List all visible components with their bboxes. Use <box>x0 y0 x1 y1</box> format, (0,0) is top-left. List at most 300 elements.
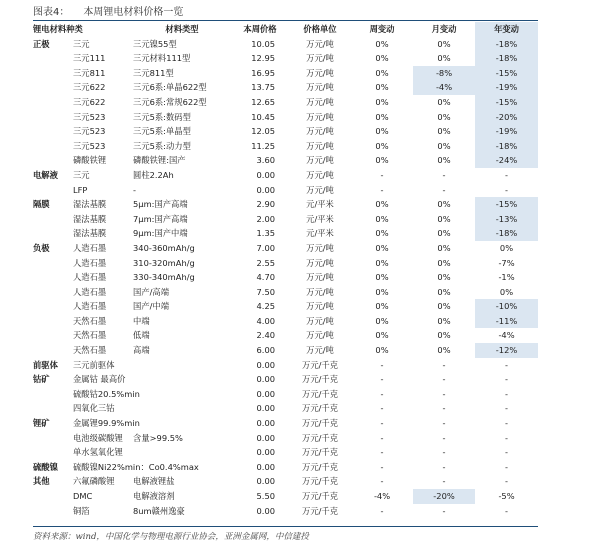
col-header-month: 月变动 <box>431 24 457 34</box>
unit-cell: 万元/吨 <box>306 140 334 151</box>
table-row <box>33 343 538 358</box>
unit-cell: 元/平米 <box>306 199 334 210</box>
table-row <box>33 241 538 256</box>
material-type-cell: 国产/高端 <box>133 286 169 297</box>
unit-cell: 万元/吨 <box>306 169 334 180</box>
month-change-cell: - <box>442 476 446 487</box>
material-type-cell: 310-320mAh/g <box>133 257 195 268</box>
category-cell: 正极 <box>33 38 50 49</box>
material-type-cell: 国产/中端 <box>133 301 169 312</box>
table-row <box>33 445 538 460</box>
week-change-cell: 0% <box>375 242 389 253</box>
table-row <box>33 95 538 110</box>
week-change-cell: -4% <box>373 491 391 501</box>
week-change-cell: 0% <box>375 301 389 312</box>
material-name-cell: 三元 <box>73 169 90 180</box>
category-cell: 电解液 <box>33 169 58 180</box>
price-cell: 11.25 <box>251 140 276 151</box>
material-name-cell: 硫酸钴20.5%min <box>73 388 140 399</box>
table-row <box>33 474 538 489</box>
year-change-cell: -15% <box>475 197 538 212</box>
unit-cell: 元/平米 <box>306 228 334 239</box>
category-cell <box>33 256 71 271</box>
material-name-cell: 六氟磷酸锂 <box>73 476 115 487</box>
month-change-cell: 0% <box>437 272 451 283</box>
table-row <box>33 110 538 125</box>
table-row <box>33 124 538 139</box>
table-row <box>33 416 538 431</box>
week-change-cell: 0% <box>375 82 389 93</box>
year-change-cell: - <box>505 461 509 472</box>
year-change-cell: -19% <box>475 124 538 139</box>
month-change-cell: -20% <box>413 489 475 504</box>
material-name-cell: 三元622 <box>73 96 106 107</box>
week-change-cell: 0% <box>375 213 389 224</box>
material-name-cell: DMC <box>73 491 93 501</box>
price-cell: 0.00 <box>256 184 276 195</box>
price-cell: 10.05 <box>251 38 276 49</box>
category-cell <box>33 445 71 460</box>
category-cell <box>33 314 71 329</box>
category-cell: 锂矿 <box>33 418 50 429</box>
material-type-cell: 340-360mAh/g <box>133 242 195 253</box>
price-cell: 2.40 <box>256 330 276 341</box>
unit-cell: 万元/千克 <box>302 461 338 472</box>
price-cell: 3.60 <box>256 155 276 166</box>
material-type-cell: 磷酸铁锂:国产 <box>133 155 186 166</box>
week-change-cell: 0% <box>375 111 389 122</box>
material-type-cell: 三元6系:单晶622型 <box>133 82 207 93</box>
month-change-cell: -4% <box>413 80 475 95</box>
month-change-cell: 0% <box>437 286 451 297</box>
price-cell: 2.00 <box>256 213 276 224</box>
unit-cell: 万元/千克 <box>302 403 338 414</box>
material-name-cell: 单水氢氧化锂 <box>73 447 123 458</box>
week-change-cell: - <box>380 432 384 443</box>
month-change-cell: - <box>442 447 446 458</box>
month-change-cell: - <box>442 505 446 516</box>
category-cell <box>33 328 71 343</box>
category-cell <box>33 431 71 446</box>
unit-cell: 万元/吨 <box>306 82 334 93</box>
table-row <box>33 431 538 446</box>
week-change-cell: - <box>380 184 384 195</box>
price-cell: 0.00 <box>256 432 276 443</box>
year-change-cell: -7% <box>498 257 515 268</box>
material-name-cell: 三元523 <box>73 140 106 151</box>
table-row <box>33 285 538 300</box>
category-cell <box>33 226 71 241</box>
material-type-cell: 9μm:国产中端 <box>133 228 188 239</box>
table-row <box>33 256 538 271</box>
week-change-cell: 0% <box>375 140 389 151</box>
week-change-cell: 0% <box>375 155 389 166</box>
material-type-cell: 三元镍55型 <box>133 38 177 49</box>
table-row <box>33 139 538 154</box>
category-cell <box>33 95 71 110</box>
unit-cell: 万元/吨 <box>306 242 334 253</box>
col-header-type: 材料类型 <box>165 24 199 34</box>
material-name-cell: 三元前驱体 <box>73 359 115 370</box>
unit-cell: 万元/吨 <box>306 126 334 137</box>
material-name-cell: 人造石墨 <box>73 257 107 268</box>
material-type-cell: 三元811型 <box>133 67 174 78</box>
week-change-cell: 0% <box>375 315 389 326</box>
price-cell: 2.90 <box>256 199 276 210</box>
month-change-cell: 0% <box>437 96 451 107</box>
unit-cell: 元/平米 <box>306 213 334 224</box>
material-name-cell: 人造石墨 <box>73 272 107 283</box>
unit-cell: 万元/吨 <box>306 286 334 297</box>
week-change-cell: - <box>380 403 384 414</box>
material-name-cell: 湿法基膜 <box>73 213 107 224</box>
material-name-cell: 湿法基膜 <box>73 199 107 210</box>
price-cell: 12.65 <box>251 96 276 107</box>
month-change-cell: 0% <box>437 155 451 166</box>
price-cell: 0.00 <box>256 505 276 516</box>
table-row <box>33 183 538 198</box>
material-type-cell: 7μm:国产高端 <box>133 213 188 224</box>
unit-cell: 万元/吨 <box>306 345 334 356</box>
unit-cell: 万元/吨 <box>306 38 334 49</box>
price-cell: 0.00 <box>256 374 276 385</box>
week-change-cell: - <box>380 447 384 458</box>
col-header-price: 本周价格 <box>243 24 277 34</box>
week-change-cell: 0% <box>375 126 389 137</box>
material-type-cell: 高端 <box>133 345 150 356</box>
week-change-cell: 0% <box>375 96 389 107</box>
month-change-cell: - <box>442 184 446 195</box>
table-row <box>33 372 538 387</box>
month-change-cell: - <box>442 359 446 370</box>
price-cell: 0.00 <box>256 403 276 414</box>
month-change-cell: 0% <box>437 301 451 312</box>
month-change-cell: - <box>442 403 446 414</box>
category-cell: 前驱体 <box>33 359 58 370</box>
material-name-cell: 铜箔 <box>73 505 90 516</box>
year-change-cell: - <box>505 388 509 399</box>
year-change-cell: -4% <box>498 330 515 341</box>
month-change-cell: - <box>442 418 446 429</box>
unit-cell: 万元/千克 <box>302 418 338 429</box>
category-cell <box>33 504 71 519</box>
week-change-cell: - <box>380 461 384 472</box>
year-change-cell: -18% <box>475 37 538 52</box>
week-change-cell: - <box>380 476 384 487</box>
week-change-cell: 0% <box>375 257 389 268</box>
year-change-cell: - <box>505 403 509 414</box>
category-cell <box>33 285 71 300</box>
material-name-cell: 人造石墨 <box>73 242 107 253</box>
unit-cell: 万元/吨 <box>306 330 334 341</box>
week-change-cell: 0% <box>375 53 389 64</box>
material-name-cell: 金属钴 最高价 <box>73 374 126 385</box>
price-cell: 5.50 <box>256 491 276 501</box>
month-change-cell: - <box>442 374 446 385</box>
week-change-cell: - <box>380 418 384 429</box>
price-cell: 0.00 <box>256 447 276 458</box>
category-cell <box>33 299 71 314</box>
price-cell: 12.95 <box>251 53 276 64</box>
year-change-cell: -12% <box>475 343 538 358</box>
month-change-cell: 0% <box>437 228 451 239</box>
price-cell: 16.95 <box>251 67 276 78</box>
material-type-cell: 330-340mAh/g <box>133 272 195 283</box>
unit-cell: 万元/吨 <box>306 96 334 107</box>
figure-number: 图表4： <box>33 7 70 18</box>
table-row <box>33 212 538 227</box>
year-change-cell: -18% <box>475 139 538 154</box>
material-name-cell: 天然石墨 <box>73 315 107 326</box>
unit-cell: 万元/千克 <box>302 491 338 501</box>
price-cell: 0.00 <box>256 418 276 429</box>
material-type-cell: - <box>133 184 137 195</box>
material-name-cell: 湿法基膜 <box>73 228 107 239</box>
category-cell <box>33 139 71 154</box>
month-change-cell: 0% <box>437 330 451 341</box>
material-name-cell: 三元 <box>73 38 90 49</box>
unit-cell: 万元/吨 <box>306 315 334 326</box>
unit-cell: 万元/吨 <box>306 257 334 268</box>
material-type-cell: 三元5系:动力型 <box>133 140 191 151</box>
material-name-cell: 人造石墨 <box>73 286 107 297</box>
month-change-cell: 0% <box>437 242 451 253</box>
table-row <box>33 314 538 329</box>
price-cell: 0.00 <box>256 476 276 487</box>
col-header-week: 周变动 <box>369 24 395 34</box>
category-cell <box>33 51 71 66</box>
material-type-cell: 电解液锂盐 <box>133 476 175 487</box>
col-header-year: 年变动 <box>475 22 538 37</box>
week-change-cell: 0% <box>375 286 389 297</box>
bottom-rule <box>33 526 538 527</box>
material-name-cell: 天然石墨 <box>73 330 107 341</box>
unit-cell: 万元/吨 <box>306 184 334 195</box>
month-change-cell: - <box>442 432 446 443</box>
category-cell <box>33 270 71 285</box>
month-change-cell: 0% <box>437 257 451 268</box>
year-change-cell: -10% <box>475 299 538 314</box>
material-name-cell: 天然石墨 <box>73 345 107 356</box>
col-header-unit: 价格单位 <box>303 24 337 34</box>
material-name-cell: 四氧化三钴 <box>73 403 115 414</box>
unit-cell: 万元/千克 <box>302 447 338 458</box>
week-change-cell: 0% <box>375 67 389 78</box>
year-change-cell: - <box>505 432 509 443</box>
month-change-cell: 0% <box>437 111 451 122</box>
material-name-cell: 三元523 <box>73 111 106 122</box>
category-cell <box>33 343 71 358</box>
material-type-cell: 中端 <box>133 315 150 326</box>
col-header-category: 锂电材料种类 <box>33 24 83 34</box>
month-change-cell: - <box>442 461 446 472</box>
unit-cell: 万元/吨 <box>306 301 334 312</box>
category-cell: 钴矿 <box>33 374 50 385</box>
category-cell <box>33 110 71 125</box>
unit-cell: 万元/千克 <box>302 505 338 516</box>
table-row <box>33 489 538 504</box>
month-change-cell: 0% <box>437 38 451 49</box>
year-change-cell: - <box>505 374 509 385</box>
category-cell <box>33 183 71 198</box>
unit-cell: 万元/吨 <box>306 155 334 166</box>
table-row <box>33 270 538 285</box>
category-cell: 隔膜 <box>33 199 50 210</box>
week-change-cell: - <box>380 169 384 180</box>
month-change-cell: 0% <box>437 199 451 210</box>
material-name-cell: 三元811 <box>73 67 106 78</box>
source-note: 资料来源：wind，中国化学与物理电源行业协会，亚洲金属网，中信建投 <box>33 532 309 542</box>
unit-cell: 万元/千克 <box>302 476 338 487</box>
category-cell <box>33 153 71 168</box>
material-type-cell: 三元5系:数码型 <box>133 111 191 122</box>
month-change-cell: -8% <box>413 66 475 81</box>
price-cell: 7.50 <box>256 286 276 297</box>
year-change-cell: -11% <box>475 314 538 329</box>
week-change-cell: 0% <box>375 345 389 356</box>
category-cell: 其他 <box>33 476 50 487</box>
category-cell <box>33 124 71 139</box>
table-row <box>33 299 538 314</box>
week-change-cell: 0% <box>375 228 389 239</box>
year-change-cell: -19% <box>475 80 538 95</box>
year-change-cell: - <box>505 505 509 516</box>
table-row <box>33 37 538 52</box>
year-change-cell: -18% <box>475 51 538 66</box>
category-cell <box>33 401 71 416</box>
month-change-cell: 0% <box>437 126 451 137</box>
category-cell <box>33 80 71 95</box>
year-change-cell: - <box>505 169 509 180</box>
unit-cell: 万元/吨 <box>306 111 334 122</box>
table-row <box>33 168 538 183</box>
material-type-cell: 含量>99.5% <box>133 432 183 443</box>
price-cell: 2.55 <box>256 257 276 268</box>
year-change-cell: 0% <box>499 242 514 253</box>
material-name-cell: 三元622 <box>73 82 106 93</box>
price-cell: 4.70 <box>256 272 276 283</box>
material-name-cell: 三元523 <box>73 126 106 137</box>
category-cell <box>33 212 71 227</box>
year-change-cell: -5% <box>498 491 515 501</box>
category-cell <box>33 66 71 81</box>
year-change-cell: - <box>505 476 509 487</box>
material-type-cell: 低端 <box>133 330 150 341</box>
table-row <box>33 504 538 519</box>
price-cell: 12.05 <box>251 126 276 137</box>
unit-cell: 万元/千克 <box>302 359 338 370</box>
year-change-cell: 0% <box>499 286 514 297</box>
month-change-cell: 0% <box>437 140 451 151</box>
month-change-cell: - <box>442 388 446 399</box>
month-change-cell: 0% <box>437 345 451 356</box>
table-row <box>33 358 538 373</box>
week-change-cell: 0% <box>375 199 389 210</box>
category-cell <box>33 387 71 402</box>
price-cell: 4.25 <box>256 301 276 312</box>
header-row <box>33 22 538 37</box>
year-change-cell: -18% <box>475 226 538 241</box>
table-row <box>33 80 538 95</box>
material-type-cell: 8um赣州逸豪 <box>133 505 185 516</box>
category-cell: 硫酸镍 <box>33 461 58 472</box>
table-row <box>33 153 538 168</box>
material-name-cell: 人造石墨 <box>73 301 107 312</box>
category-cell <box>33 489 71 504</box>
year-change-cell: -24% <box>475 153 538 168</box>
month-change-cell: 0% <box>437 53 451 64</box>
price-cell: 0.00 <box>256 169 276 180</box>
unit-cell: 万元/千克 <box>302 388 338 399</box>
table-row <box>33 401 538 416</box>
year-change-cell: -15% <box>475 66 538 81</box>
year-change-cell: - <box>505 418 509 429</box>
week-change-cell: 0% <box>375 38 389 49</box>
week-change-cell: 0% <box>375 272 389 283</box>
year-change-cell: -20% <box>475 110 538 125</box>
material-type-cell: 电解液溶剂 <box>133 491 175 501</box>
unit-cell: 万元/千克 <box>302 374 338 385</box>
price-cell: 7.00 <box>256 242 276 253</box>
table-row <box>33 226 538 241</box>
price-cell: 10.45 <box>251 111 276 122</box>
material-name-cell: 硫酸镍Ni22%min：Co0.4%max <box>73 461 199 472</box>
year-change-cell: - <box>505 447 509 458</box>
year-change-cell: -1% <box>498 272 515 283</box>
material-name-cell: 电池级碳酸锂 <box>73 432 123 443</box>
table-row <box>33 387 538 402</box>
category-cell: 负极 <box>33 242 50 253</box>
table-row <box>33 328 538 343</box>
material-type-cell: 三元5系:单晶型 <box>133 126 191 137</box>
material-type-cell: 三元6系:常规622型 <box>133 96 207 107</box>
table-row <box>33 51 538 66</box>
year-change-cell: - <box>505 359 509 370</box>
table-row <box>33 197 538 212</box>
material-name-cell: 磷酸铁锂 <box>73 155 107 166</box>
week-change-cell: - <box>380 505 384 516</box>
material-name-cell: 三元111 <box>73 53 106 64</box>
unit-cell: 万元/吨 <box>306 272 334 283</box>
month-change-cell: 0% <box>437 315 451 326</box>
material-type-cell: 5μm:国产高端 <box>133 199 188 210</box>
price-cell: 0.00 <box>256 359 276 370</box>
material-name-cell: LFP <box>73 184 88 195</box>
price-cell: 0.00 <box>256 388 276 399</box>
top-rule <box>33 20 538 21</box>
price-cell: 13.75 <box>251 82 276 93</box>
price-cell: 0.00 <box>256 461 276 472</box>
price-cell: 6.00 <box>256 345 276 356</box>
week-change-cell: - <box>380 374 384 385</box>
month-change-cell: 0% <box>437 213 451 224</box>
price-cell: 1.35 <box>256 228 276 239</box>
week-change-cell: - <box>380 359 384 370</box>
week-change-cell: 0% <box>375 330 389 341</box>
unit-cell: 万元/千克 <box>302 432 338 443</box>
table-row <box>33 66 538 81</box>
price-table <box>33 22 538 518</box>
figure-title: 本周锂电材料价格一览 <box>83 7 184 18</box>
material-type-cell: 圆柱2.2Ah <box>133 169 174 180</box>
material-name-cell: 金属锂99.9%min <box>73 418 140 429</box>
table-row <box>33 460 538 475</box>
year-change-cell: -13% <box>475 212 538 227</box>
year-change-cell: -15% <box>475 95 538 110</box>
year-change-cell: - <box>505 184 509 195</box>
price-cell: 4.00 <box>256 315 276 326</box>
month-change-cell: - <box>442 169 446 180</box>
